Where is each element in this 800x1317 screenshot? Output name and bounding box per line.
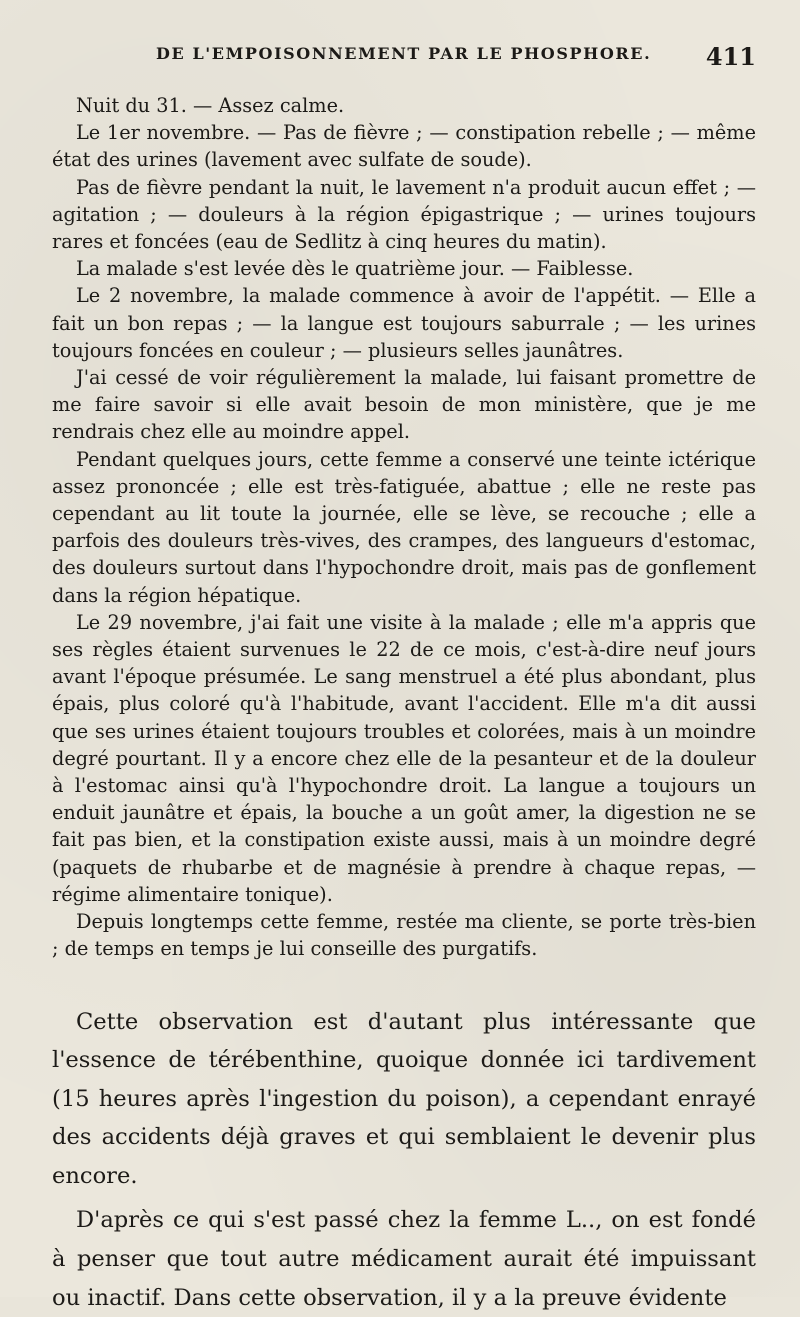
- running-title: DE L'EMPOISONNEMENT PAR LE PHOSPHORE.: [156, 44, 651, 63]
- paragraph: Le 2 novembre, la malade commence à avoir de l'appétit. — Elle a fait un bon repas ; — la langue est toujours saburrale ; — les urines toujours foncées en couleur ; — plusieurs selles jaunâtres.: [52, 282, 756, 364]
- paragraph: Nuit du 31. — Assez calme.: [52, 92, 756, 119]
- paragraph: Le 29 novembre, j'ai fait une visite à la malade ; elle m'a appris que ses règles étaient survenues le 22 de ce mois, c'est-à-dire neuf jours avant l'époque présumée. Le sang menstruel a été plus abondant, plus épais, plus coloré qu'à l'habitude, avant l'accident. Elle m'a dit aussi que ses urines étaient toujours troubles et colorées, mais à un moindre degré pourtant. Il y a encore chez elle de la pesanteur et de la douleur à l'estomac ainsi qu'à l'hypochondre droit. La langue a toujours un enduit jaunâtre et épais, la bouche a un goût amer, la digestion ne se fait pas bien, et la constipation existe aussi, mais à un moindre degré (paquets de rhubarbe et de magnésie à prendre à chaque repas, — régime alimentaire tonique).: [52, 609, 756, 908]
- commentary: [52, 1003, 756, 1317]
- paragraph: Pas de fièvre pendant la nuit, le lavement n'a produit aucun effet ; — agitation ; — douleurs à la région épigastrique ; — urines toujours rares et foncées (eau de Sedlitz à cinq heures du matin).: [52, 174, 756, 256]
- page-header: [52, 42, 756, 82]
- case-notes: [52, 92, 756, 963]
- paragraph: D'après ce qui s'est passé chez la femme L.., on est fondé à penser que tout autre médicament aurait été impuissant ou inactif. Dans cette observation, il y a la preuve évidente: [52, 1201, 756, 1317]
- paragraph: Le 1er novembre. — Pas de fièvre ; — constipation rebelle ; — même état des urines (lavement avec sulfate de soude).: [52, 119, 756, 173]
- page-number: 411: [706, 42, 756, 71]
- paragraph: La malade s'est levée dès le quatrième jour. — Faiblesse.: [52, 255, 756, 282]
- paragraph: Pendant quelques jours, cette femme a conservé une teinte ictérique assez prononcée ; elle est très-fatiguée, abattue ; elle ne reste pas cependant au lit toute la journée, elle se lève, se recouche ; elle a parfois des douleurs très-vives, des crampes, des langueurs d'estomac, des douleurs surtout dans l'hypochondre droit, mais pas de gonflement dans la région hépatique.: [52, 446, 756, 609]
- paragraph: Depuis longtemps cette femme, restée ma cliente, se porte très-bien ; de temps en temps je lui conseille des purgatifs.: [52, 908, 756, 962]
- paragraph: Cette observation est d'autant plus intéressante que l'essence de térébenthine, quoique donnée ici tardivement (15 heures après l'ingestion du poison), a cependant enrayé des accidents déjà graves et qui semblaient le devenir plus encore.: [52, 1003, 756, 1196]
- paragraph: J'ai cessé de voir régulièrement la malade, lui faisant promettre de me faire savoir si elle avait besoin de mon ministère, que je me rendrais chez elle au moindre appel.: [52, 364, 756, 446]
